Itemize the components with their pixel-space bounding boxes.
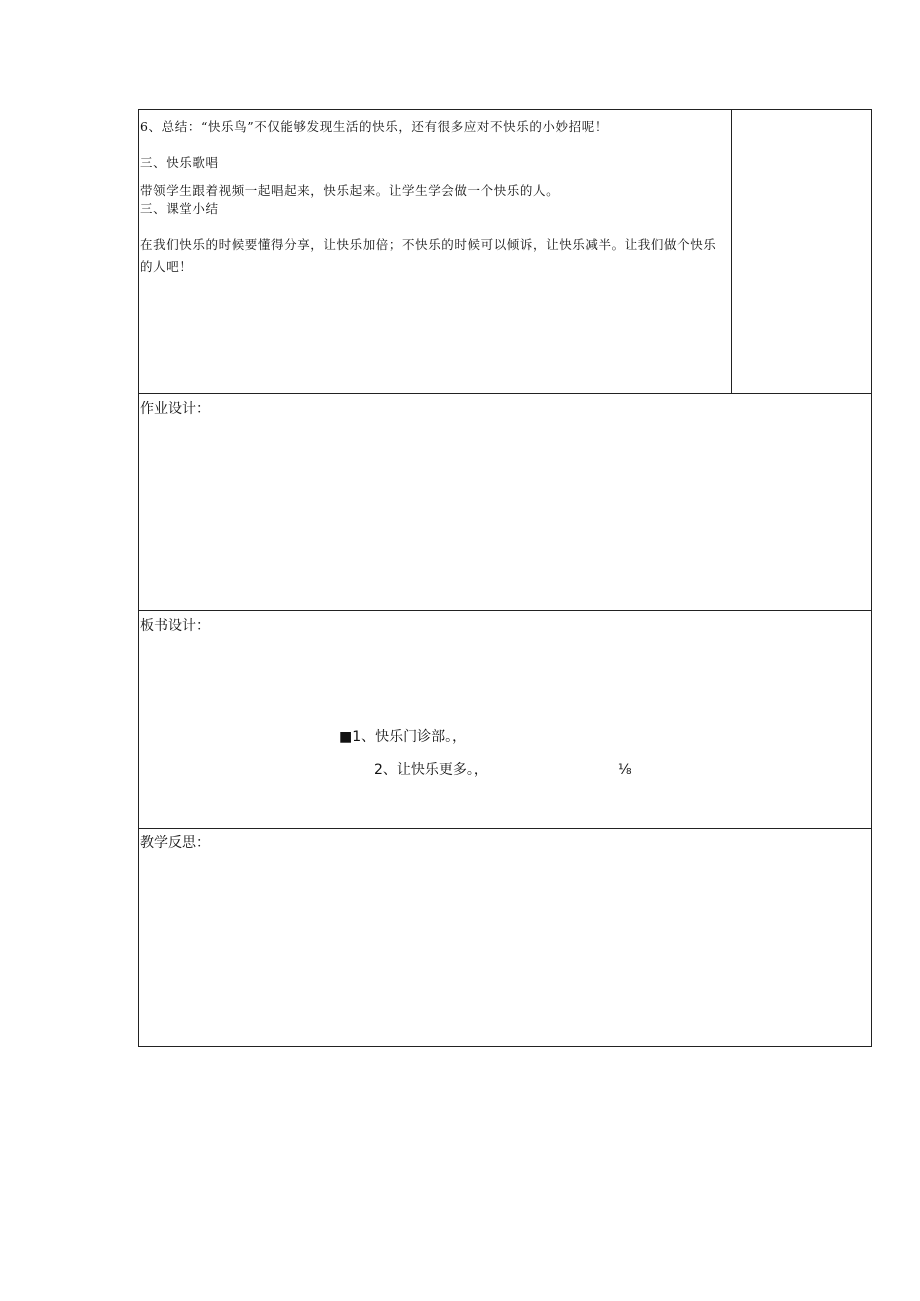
summary-text: 在我们快乐的时候要懂得分享，让快乐加倍；不快乐的时候可以倾诉，让快乐减半。让我们做个快乐的人吧！ (140, 237, 717, 274)
row-divider-homework (138, 393, 872, 394)
homework-label: 作业设计： (140, 401, 210, 417)
row-divider-reflection (138, 828, 872, 829)
reflection-label: 教学反思： (140, 835, 210, 851)
blackboard-label: 板书设计： (140, 618, 210, 634)
row-divider-blackboard (138, 610, 872, 611)
blackboard-mark: ⅛ (618, 762, 632, 778)
song-text: 带领学生跟着视频一起唱起来，快乐起来。让学生学会做一个快乐的人。 (140, 183, 560, 198)
section-song-title: 三、快乐歌唱 (140, 155, 219, 170)
blackboard-line-2: 2、让快乐更多。， (374, 762, 488, 778)
column-divider (731, 109, 732, 393)
summary-line: 6、总结：“快乐鸟”不仅能够发现生活的快乐，还有很多应对不快乐的小妙招呢！ (140, 119, 608, 134)
section-summary-title: 三、课堂小结 (140, 201, 219, 216)
blackboard-line-1: ■1、快乐门诊部。， (339, 729, 467, 745)
lesson-plan-table (138, 109, 872, 1047)
